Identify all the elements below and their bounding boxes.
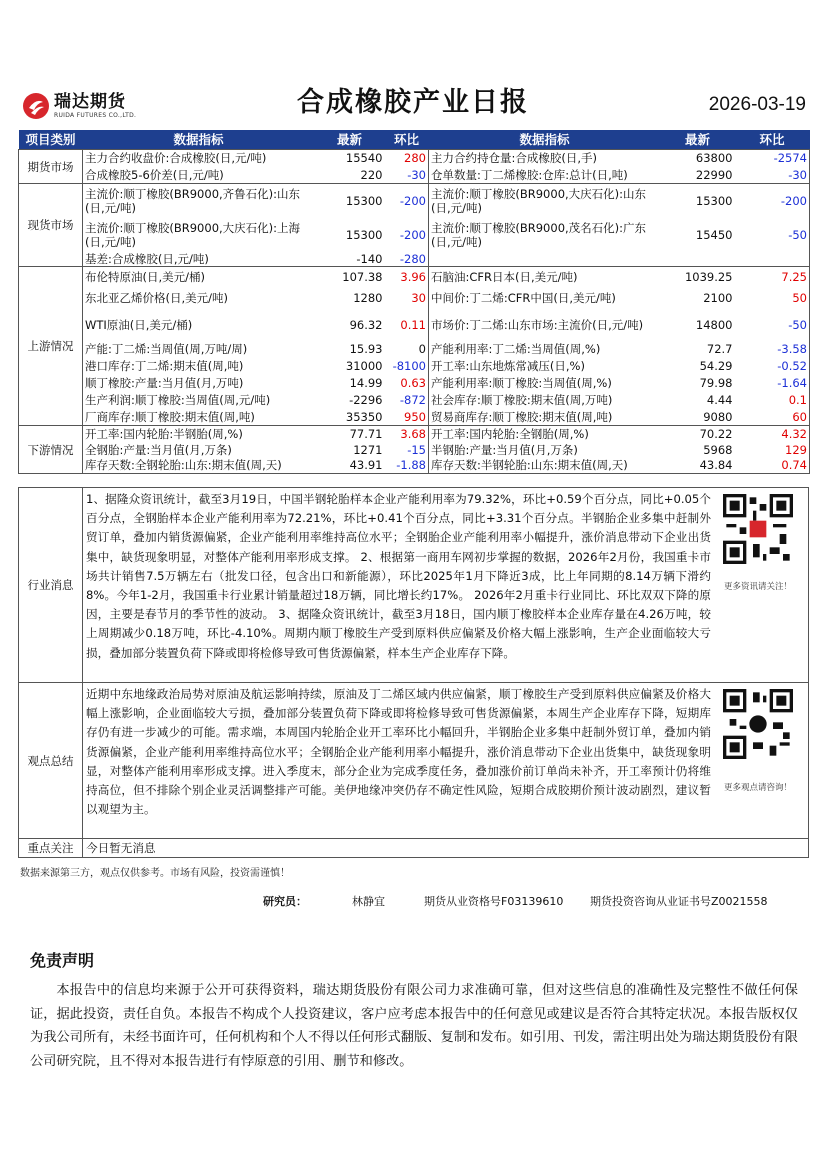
logo-english: RUIDA FUTURES CO.,LTD. [54, 112, 137, 119]
change-right-cell: 0.1 [735, 392, 810, 409]
latest-right-cell: 14800 [695, 317, 733, 332]
change-right-cell: -2574 [735, 150, 810, 167]
view-summary-box [18, 682, 809, 839]
change-right-cell: 4.32 [735, 426, 810, 442]
indicator-right-cell: 石脑油:CFR日本(日,美元/吨) [429, 267, 661, 288]
logo-name: 瑞达期货 [54, 92, 126, 112]
table-header-row [19, 130, 810, 150]
table-row [19, 375, 810, 392]
qr-caption-industry: 更多资讯请关注！ [723, 582, 792, 592]
latest-right-cell: 72.7 [706, 342, 733, 356]
latest-right-cell [661, 252, 735, 267]
indicator-right-cell: 贸易商库存:顺丁橡胶:期末值(周,吨) [429, 409, 661, 426]
table-row [19, 426, 810, 442]
change-right-cell: 60 [735, 409, 810, 426]
change-left-cell: -200 [385, 184, 429, 218]
indicator-left-cell: 合成橡胶5-6价差(日,元/吨) [85, 167, 224, 182]
report-title: 合成橡胶产业日报 [297, 87, 529, 118]
indicator-right-cell: 市场价:丁二烯:山东市场:主流价(日,元/吨) [429, 309, 661, 341]
indicator-right-cell: 产能利用率:丁二烯:当周值(周,%) [429, 341, 661, 358]
table-row [19, 309, 810, 341]
latest-right-cell: 1039.25 [661, 267, 735, 288]
indicator-left-cell: 基差:合成橡胶(日,元/吨) [85, 251, 209, 266]
indicator-table [18, 130, 810, 474]
indicator-left-cell: 全钢胎:产量:当月值(月,万条) [85, 442, 232, 457]
indicator-left-cell: 厂商库存:顺丁橡胶:期末值(周,吨) [85, 409, 255, 424]
indicator-left-cell: 布伦特原油(日,美元/桶) [83, 267, 315, 288]
change-left-cell: -1.88 [385, 458, 429, 474]
latest-right-cell: 2100 [703, 291, 733, 305]
indicator-right-cell [429, 252, 661, 267]
latest-right-cell: 15450 [695, 227, 733, 242]
latest-right-cell: 43.84 [661, 458, 735, 474]
industry-news-text: 1、据隆众资讯统计，截至3月19日，中国半钢轮胎样本企业产能利用率为79.32%，环比+0.59个百分点，同比+0.05个百分点，全钢胎样本企业产能利用率为72.21%，环比+0.41个百分点，同比+3.31个百分点。半钢胎企业多集中赶制外贸订单，叠加内销货源偏紧，企业产能利用率维持高位水平；全钢胎企业产能利用率小幅提升，涨价消息带动下企业出货集中，缺货现象明显，对整体产能利用率形成支撑。 2、根据第一商用车网初步掌握的数据，2026年2月份，我国重卡市场共计销售7.5万辆左右（批发口径，包含出口和新能源），环比2025年1月下降近3成，比上年同期的8.14万辆下滑约8%。今年1-2月，我国重卡行业累计销量超过18万辆，同比增长约17%。 2026年2月重卡行业同比、环比双双下降的原因，主要是春节月的季节性的波动。 3、据隆众资讯统计，截至3月18日，国内顺丁橡胶样本企业库存量在4.26万吨，较上周期减少0.18万吨，环比-4.10%。周期内顺丁橡胶生产受到原料供应偏紧及价格大幅上涨影响，生产企业面临较大亏损，叠加部分装置负荷下降或即将检修导致可售货源偏紧，样本生产企业库存下降。 [86, 492, 711, 660]
indicator-left-cell: 主流价:顺丁橡胶(BR9000,大庆石化):上海(日,元/吨) [85, 220, 301, 249]
indicator-right-cell: 社会库存:顺丁橡胶:期末值(周,万吨) [429, 392, 661, 409]
change-left-cell: -8100 [392, 359, 426, 373]
qr-caption-view: 更多观点请咨询！ [723, 783, 792, 793]
indicator-right-cell: 主力合约持仓量:合成橡胶(日,手) [429, 150, 661, 167]
indicator-right-cell: 库存天数:半钢轮胎:山东:期末值(周,天) [429, 458, 661, 474]
change-right-cell: -1.64 [735, 375, 810, 392]
indicator-left-cell: WTI原油(日,美元/桶) [85, 317, 193, 332]
change-right-cell: 50 [735, 288, 810, 309]
indicator-right-cell: 主流价:顺丁橡胶(BR9000,茂名石化):广东(日,元/吨) [429, 218, 661, 252]
latest-left-cell: -2296 [349, 393, 383, 407]
table-row [19, 218, 810, 252]
change-left-cell: 0 [418, 342, 426, 356]
change-left-cell: 950 [404, 409, 426, 424]
latest-left-cell: 14.99 [349, 376, 383, 390]
table-row [19, 341, 810, 358]
category-cell: 上游情况 [19, 267, 83, 426]
indicator-right-cell: 开工率:国内轮胎:全钢胎(周,%) [429, 426, 661, 442]
change-right-cell: -50 [735, 218, 810, 252]
header-change-left: 环比 [385, 130, 429, 150]
change-right-cell: 129 [735, 442, 810, 458]
latest-left-cell: 31000 [345, 359, 383, 373]
focus-label: 重点关注 [19, 839, 83, 857]
table-row [19, 252, 810, 267]
change-right-cell: 0.74 [735, 458, 810, 474]
disclaimer-text: 本报告中的信息均来源于公开可获得资料，瑞达期货股份有限公司力求准确可靠，但对这些信息的准确性及完整性不做任何保证，据此投资，责任自负。本报告不构成个人投资建议，客户应考虑本报告中的任何意见或建议是否符合其特定状况。本报告版权仅为我公司所有，未经书面许可，任何机构和个人不得以任何形式翻版、复制和发布。如引用、刊发，需注明出处为瑞达期货股份有限公司研究院，且不得对本报告进行有悖原意的引用、删节和修改。 [30, 983, 798, 1069]
indicator-right-cell: 产能利用率:顺丁橡胶:当周值(周,%) [429, 375, 661, 392]
latest-right-cell: 4.44 [706, 393, 733, 407]
report-header [0, 0, 826, 130]
change-left-cell: -280 [399, 251, 426, 266]
header-latest-right: 最新 [661, 130, 735, 150]
focus-box [18, 838, 809, 858]
latest-left-cell: 35350 [345, 409, 383, 424]
indicator-right-cell: 中间价:丁二烯:CFR中国(日,美元/吨) [429, 288, 661, 309]
header-change-right: 环比 [735, 130, 810, 150]
researcher-label: 研究员： [263, 895, 307, 908]
latest-left-cell: 15.93 [349, 342, 383, 356]
latest-left-cell: 96.32 [349, 317, 383, 332]
latest-right-cell: 54.29 [699, 359, 733, 373]
change-right-cell: -200 [735, 184, 810, 218]
change-right-cell: 7.25 [735, 267, 810, 288]
latest-right-cell: 63800 [661, 150, 735, 167]
disclaimer-title: 免责声明 [30, 951, 95, 970]
change-left-cell: 280 [385, 150, 429, 167]
latest-left-cell: 15300 [345, 227, 383, 242]
indicator-left-cell: 港口库存:丁二烯:期末值(周,吨) [85, 359, 244, 373]
industry-news-box [18, 487, 809, 683]
view-summary-label: 观点总结 [19, 683, 83, 838]
latest-right-cell: 22990 [695, 167, 733, 182]
change-left-cell: -872 [399, 393, 426, 407]
latest-left-cell: 43.91 [315, 458, 385, 474]
indicator-right-cell: 半钢胎:产量:当月值(月,万条) [429, 442, 661, 458]
category-cell: 现货市场 [19, 184, 83, 267]
table-row [19, 167, 810, 184]
indicator-right-cell: 仓单数量:丁二烯橡胶:仓库:总计(日,吨) [429, 167, 661, 184]
change-right-cell: -3.58 [735, 341, 810, 358]
indicator-left-cell: 东北亚乙烯价格(日,美元/吨) [85, 291, 229, 305]
latest-right-cell: 9080 [703, 409, 733, 424]
latest-left-cell: 107.38 [315, 267, 385, 288]
table-row [19, 267, 810, 288]
qr-code-icon [723, 494, 793, 564]
latest-left-cell: 1280 [353, 291, 383, 305]
indicator-left-cell: 顺丁橡胶:产量:当月值(月,万吨) [85, 376, 244, 390]
indicator-left-cell: 产能:丁二烯:当周值(周,万吨/周) [85, 342, 248, 356]
change-right-cell: -30 [735, 167, 810, 184]
latest-right-cell: 15300 [661, 184, 735, 218]
researcher-name: 林静宜 [352, 895, 385, 908]
indicator-left-cell: 主流价:顺丁橡胶(BR9000,齐鲁石化):山东(日,元/吨) [83, 184, 315, 218]
latest-right-cell: 5968 [703, 442, 733, 457]
header-latest-left: 最新 [315, 130, 385, 150]
qr-code-icon [723, 689, 793, 759]
table-row [19, 442, 810, 458]
latest-left-cell: 1271 [353, 442, 383, 457]
latest-left-cell: 15300 [315, 184, 385, 218]
report-date: 2026-03-19 [708, 94, 806, 115]
header-category: 项目类别 [19, 130, 83, 150]
table-row [19, 184, 810, 218]
latest-right-cell: 70.22 [661, 426, 735, 442]
table-row [19, 358, 810, 375]
indicator-left-cell: 生产利润:顺丁橡胶:当周值(周,元/吨) [85, 393, 271, 407]
industry-news-label: 行业消息 [19, 488, 83, 682]
change-left-cell: 3.68 [385, 426, 429, 442]
indicator-left-cell: 主力合约收盘价:合成橡胶(日,元/吨) [83, 150, 315, 167]
change-left-cell: -15 [407, 442, 426, 457]
indicator-left-cell: 库存天数:全钢轮胎:山东:期末值(周,天) [83, 458, 315, 474]
category-cell: 期货市场 [19, 150, 83, 184]
view-summary-text: 近期中东地缘政治局势对原油及航运影响持续，原油及丁二烯区域内供应偏紧，顺丁橡胶生产受到原料供应偏紧及价格大幅上涨影响，企业面临较大亏损，叠加部分装置负荷下降或即将检修导致可售货源偏紧，本周生产企业库存下降，短期库存仍有进一步减少的可能。需求端，本周国内轮胎企业开工率环比小幅回升，半钢胎企业多集中赶制外贸订单，叠加内销货源偏紧，企业产能利用率维持高位水平；全钢胎企业产能利用率小幅提升，涨价消息带动下企业出货集中，缺货现象明显，对整体产能利用率形成支撑。进入季度末，部分企业为完成季度任务，叠加涨价前订单尚未补齐，开工率预计仍将维持高位，但不排除个别企业灵活调整排产可能。美伊地缘冲突仍存不确定性风险，短期合成胶期价预计波动剧烈，建议暂以观望为主。 [86, 687, 711, 817]
latest-left-cell: -140 [356, 251, 383, 266]
latest-right-cell: 79.98 [699, 376, 733, 390]
header-indicator-right: 数据指标 [429, 130, 661, 150]
table-row [19, 288, 810, 309]
focus-text: 今日暂无消息 [86, 841, 156, 855]
table-row [19, 458, 810, 474]
latest-left-cell: 220 [360, 167, 383, 182]
change-left-cell: 3.96 [385, 267, 429, 288]
indicator-right-cell: 开工率:山东地炼常减压(日,%) [429, 358, 661, 375]
indicator-right-cell: 主流价:顺丁橡胶(BR9000,大庆石化):山东(日,元/吨) [429, 184, 661, 218]
change-right-cell: -0.52 [735, 358, 810, 375]
change-left-cell: -200 [399, 227, 426, 242]
researcher-license: 期货从业资格号F03139610 [424, 895, 564, 908]
researcher-consult-license: 期货投资咨询从业证书号Z0021558 [590, 895, 768, 908]
risk-note: 数据来源第三方，观点仅供参考。市场有风险，投资需谨慎！ [20, 868, 290, 879]
latest-left-cell: 77.71 [315, 426, 385, 442]
change-right-cell: -50 [735, 309, 810, 341]
change-left-cell: 0.63 [400, 376, 426, 390]
change-left-cell: 0.11 [400, 317, 426, 332]
header-indicator-left: 数据指标 [83, 130, 315, 150]
table-row [19, 392, 810, 409]
indicator-left-cell: 开工率:国内轮胎:半钢胎(周,%) [83, 426, 315, 442]
change-right-cell [735, 252, 810, 267]
change-left-cell: 30 [411, 291, 426, 305]
change-left-cell: -30 [407, 167, 426, 182]
latest-left-cell: 15540 [315, 150, 385, 167]
table-row [19, 409, 810, 426]
table-row [19, 150, 810, 167]
category-cell: 下游情况 [19, 426, 83, 474]
